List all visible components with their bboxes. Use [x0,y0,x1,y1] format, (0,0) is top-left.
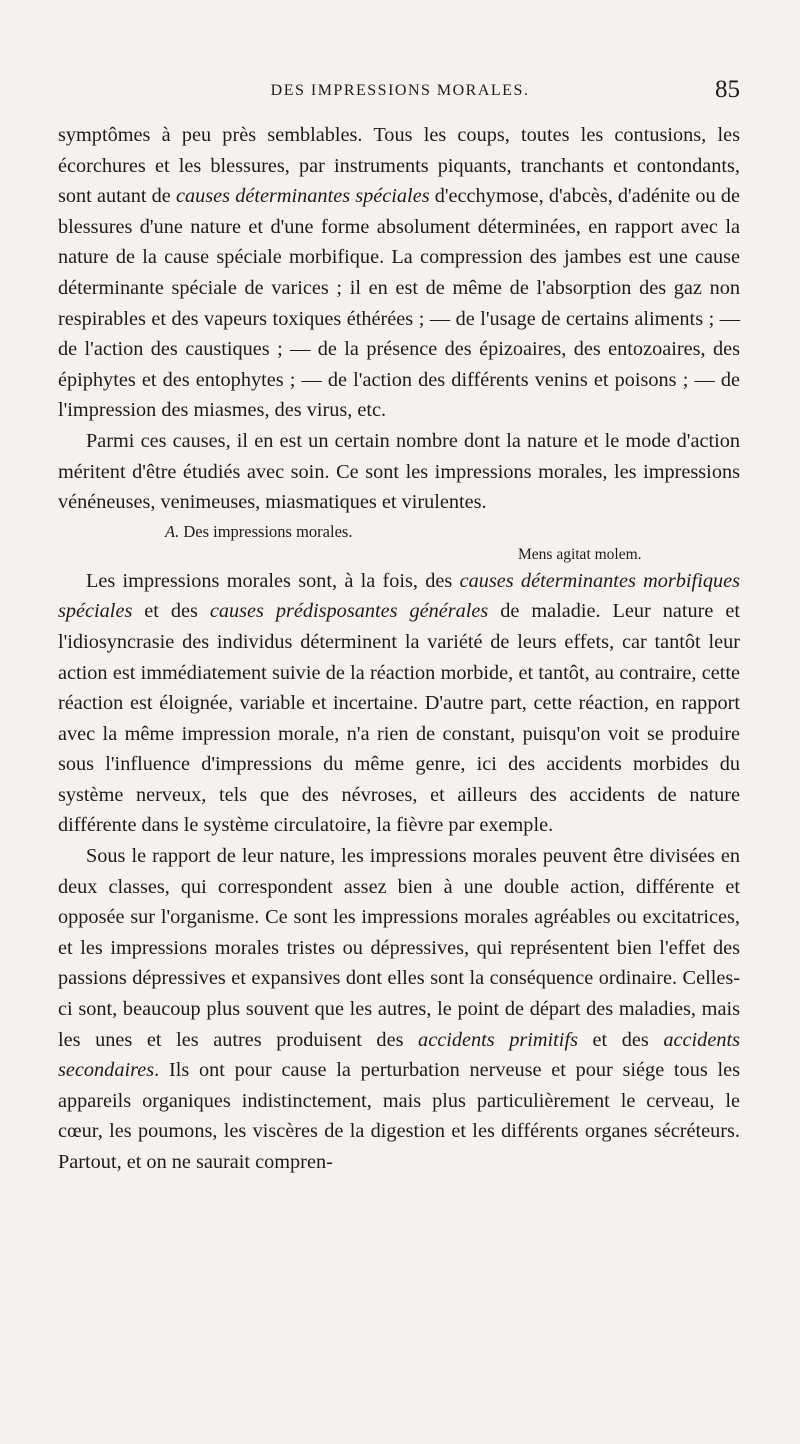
section-letter: A. [165,521,180,541]
paragraph-3-text-c: de maladie. Leur nature et l'idiosyncrasie des individus déterminent la variété de leurs effets, car tantôt leur action est immédiatement suivie de la réaction morbide, et tantôt, au contraire, cette réaction est éloignée, variable et incertaine. D'autre part, cette réaction, en rapport avec la même impression morale, n'a rien de constant, puisqu'on voit se produire sous l'influence d'impressions du même genre, ici des accidents morbides du système nerveux, tels que des névroses, et ailleurs des accidents de nature différente dans le système circulatoire, la fièvre par exemple. [58,600,740,837]
paragraph-4-emphasis-a: accidents primitifs [418,1028,578,1051]
paragraph-1-text-a: symptômes à peu près semblables. Tous les coups, toutes les contusions, les écorchures et les blessures, par instruments piquants, tranchants et contondants, sont autant de [58,124,740,208]
paragraph-4 [58,841,740,1178]
running-title: DES IMPRESSIONS MORALES. [270,82,530,99]
paragraph-1 [58,120,740,426]
paragraph-3-emphasis-b: causes prédisposantes générales [209,600,489,623]
body-text [58,120,740,1178]
paragraph-2: Parmi ces causes, il en est un certain nombre dont la nature et le mode d'action méritent d'être étudiés avec soin. Ce sont les impressions morales, les impressions vénéneuses, venimeuses, miasmatiques et virulentes. [58,429,740,514]
section-title: Des impressions morales. [183,521,353,541]
paragraph-4-emphasis-b: accidents secondaires [58,1028,740,1082]
paragraph-3 [58,566,740,841]
paragraph-3-text-b: et des [132,600,210,623]
paragraph-4-text-a: Sous le rapport de leur nature, les impressions morales peuvent être divisées en deux classes, qui correspondent assez bien à une double action, différente et opposée sur l'organisme. Ce sont les impressions morales agréables ou excitatrices, et les impressions morales tristes ou dépressives, qui représentent bien l'effet des passions dépressives et expansives dont elles sont la conséquence ordinaire. Celles-ci sont, beaucoup plus souvent que les autres, le point de départ des maladies, mais les unes et les autres produisent des [58,845,740,1051]
paragraph-4-text-b: et des [577,1028,664,1051]
running-head [0,78,800,108]
paragraph-3-emphasis-a: causes déterminantes morbifiques spéciales [58,569,741,623]
section-heading [58,520,740,544]
epigraph: Mens agitat molem. [518,545,642,563]
paragraph-1-text-b: d'ecchymose, d'abcès, d'adénite ou de blessures d'une nature et d'une forme absolument déterminées, en rapport avec la nature de la cause spéciale morbifique. La compression des jambes est une cause déterminante spéciale de varices ; il en est de même de l'absorption des gaz non respirables et des vapeurs toxiques éthérées ; — de l'usage de certains aliments ; — de l'action des caustiques ; — de la présence des épizoaires, des entozoaires, des épiphytes et des entophytes ; — de l'action des différents venins et poisons ; — de l'impression des miasmes, des virus, etc. [58,185,740,422]
paragraph-4-text-c: . Ils ont pour cause la perturbation nerveuse et pour siége tous les appareils organiques indistinctement, mais plus particulièrement le cerveau, le cœur, les poumons, les viscères de la digestion et les différents organes sécréteurs. Partout, et on ne saurait compren- [58,1059,740,1173]
paragraph-3-text-a: Les impressions morales sont, à la fois, des [86,569,460,592]
page-number: 85 [715,76,740,103]
paragraph-1-emphasis: causes déterminantes spéciales [175,185,430,208]
